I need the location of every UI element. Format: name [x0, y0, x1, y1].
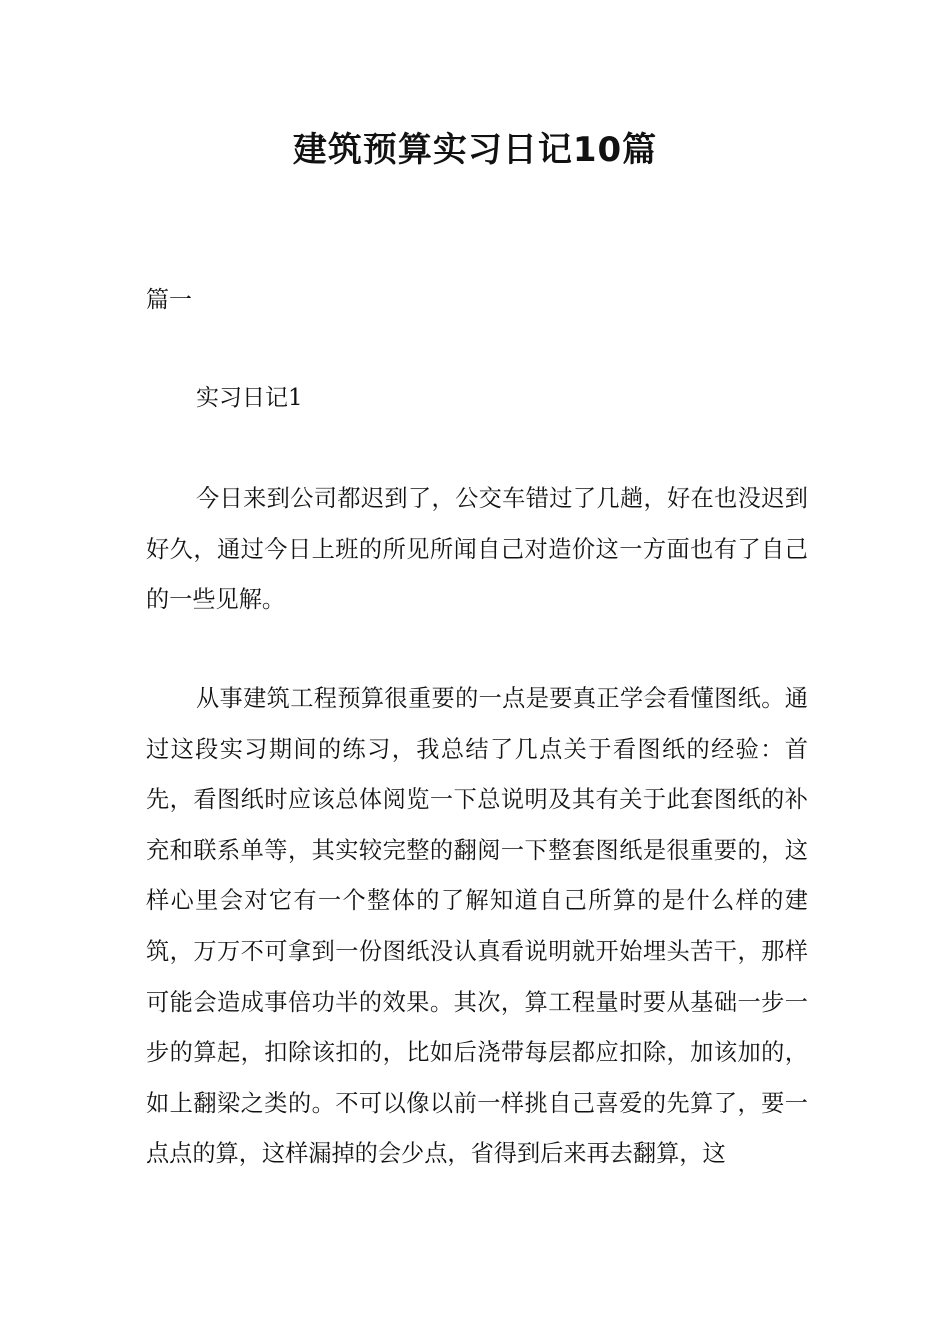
- paragraph-1: 今日来到公司都迟到了，公交车错过了几趟，好在也没迟到好久，通过今日上班的所见所闻自己对造价这一方面也有了自己的一些见解。: [146, 485, 808, 614]
- paragraph-2: 从事建筑工程预算很重要的一点是要真正学会看懂图纸。通过这段实习期间的练习，我总结了几点关于看图纸的经验：首先，看图纸时应该总体阅览一下总说明及其有关于此套图纸的补充和联系单等，其实较完整的翻阅一下整套图纸是很重要的，这样心里会对它有一个整体的了解知道自己所算的是什么样的建筑，万万不可拿到一份图纸没认真看说明就开始埋头苦干，那样可能会造成事倍功半的效果。其次，算工程量时要从基础一步一步的算起，扣除该扣的，比如后浇带每层都应扣除，加该加的，如上翻梁之类的。不可以像以前一样挑自己喜爱的先算了，要一点点的算，这样漏掉的会少点，省得到后来再去翻算，这: [146, 685, 808, 1168]
- entry-title: 实习日记1: [196, 385, 303, 411]
- section-label: 篇一: [146, 287, 192, 313]
- document-title: 建筑预算实习日记10篇: [292, 130, 658, 170]
